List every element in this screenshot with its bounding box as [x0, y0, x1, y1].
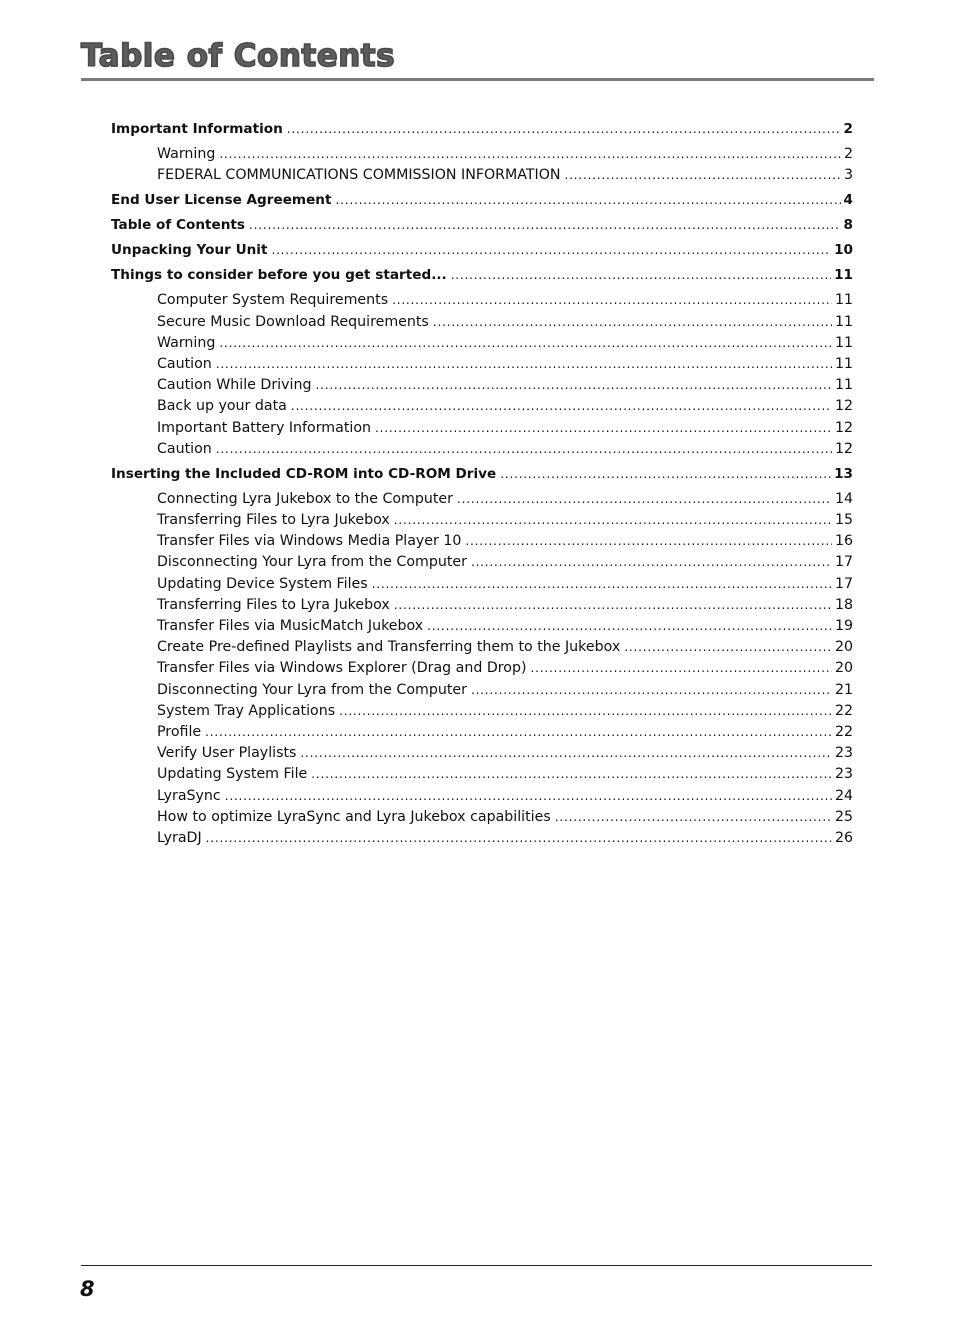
toc-dot-leader [216, 439, 832, 460]
toc-entry-title: Connecting Lyra Jukebox to the Computer [157, 490, 453, 507]
toc-entry-title: Caution While Driving [157, 377, 312, 394]
toc-entry-title: Transfer Files via MusicMatch Jukebox [157, 618, 424, 634]
toc-entry-title: Transferring Files to Lyra Jukebox [157, 596, 390, 613]
toc-dot-leader [394, 510, 832, 531]
toc-dot-leader [465, 531, 832, 552]
toc-dot-leader [500, 464, 831, 485]
toc-dot-leader [433, 312, 832, 333]
toc-entry-page-number: 12 [834, 419, 853, 436]
toc-entry[interactable] [111, 764, 853, 785]
toc-entry-title: Unpacking Your Unit [111, 242, 268, 259]
toc-dot-leader [394, 595, 832, 616]
toc-dot-leader [471, 680, 832, 701]
toc-entry-page-number: 20 [834, 660, 853, 677]
toc-entry[interactable] [111, 396, 853, 417]
toc-entry-page-number: 24 [834, 787, 853, 804]
page-title: Table of Contents [81, 38, 396, 74]
toc-entry-page-number: 23 [834, 745, 853, 762]
toc-entry-title: LyraSync [157, 787, 221, 804]
toc-entry[interactable] [111, 552, 853, 573]
toc-entry-page-number: 15 [834, 512, 853, 529]
toc-entry[interactable] [111, 354, 853, 375]
toc-entry-page-number: 11 [834, 355, 853, 372]
toc-dot-leader [291, 396, 832, 417]
toc-dot-leader [392, 290, 832, 311]
toc-dot-leader [249, 215, 841, 236]
toc-dot-leader [205, 722, 832, 743]
toc-entry-title: Disconnecting Your Lyra from the Computer [157, 681, 467, 698]
toc-dot-leader [451, 265, 831, 286]
toc-entry-title: Secure Music Download Requirements [157, 313, 429, 330]
toc-entry-title: Computer System Requirements [157, 292, 389, 309]
toc-entry[interactable] [111, 418, 853, 439]
toc-entry-page-number: 10 [834, 242, 853, 259]
toc-dot-leader [471, 552, 832, 573]
toc-entry-title: Transfer Files via Windows Media Player 10 [157, 533, 462, 550]
toc-entry-title: Important Battery Information [157, 419, 371, 436]
toc-entry-page-number: 21 [834, 681, 853, 698]
toc-entry-page-number: 8 [843, 217, 853, 234]
toc-entry-title: Create Pre-defined Playlists and Transferring them to the Jukebox [157, 639, 621, 656]
toc-entry-title: Caution [157, 355, 212, 372]
toc-entry-title: Verify User Playlists [157, 745, 297, 762]
toc-dot-leader [427, 616, 832, 637]
toc-entry-title: End User License Agreement [111, 192, 332, 209]
toc-entry-page-number: 22 [834, 702, 853, 719]
toc-dot-leader [206, 828, 832, 849]
toc-dot-leader [555, 807, 832, 828]
toc-entry-page-number: 2 [843, 121, 853, 137]
toc-dot-leader [315, 375, 831, 396]
toc-dot-leader [300, 743, 832, 764]
toc-entry-page-number: 11 [834, 377, 853, 394]
toc-entry-page-number: 26 [834, 829, 853, 846]
toc-entry-title: Things to consider before you get started... [111, 267, 447, 284]
toc-entry[interactable] [111, 460, 853, 489]
toc-entry[interactable] [111, 510, 853, 531]
toc-entry[interactable] [111, 658, 853, 679]
toc-dot-leader [336, 190, 841, 211]
toc-entry[interactable] [111, 616, 853, 637]
toc-entry-page-number: 4 [843, 192, 853, 209]
toc-entry-title: Important Information [111, 121, 283, 137]
toc-entry-page-number: 11 [834, 334, 853, 351]
toc-entry-title: Updating System File [157, 766, 308, 783]
toc-entry-title: Transfer Files via Windows Explorer (Drag and Drop) [157, 660, 527, 677]
toc-entry-title: Profile [157, 723, 202, 740]
toc-dot-leader [339, 701, 832, 722]
toc-entry-page-number: 11 [834, 292, 853, 309]
toc-entry-page-number: 20 [834, 639, 853, 656]
page-number: 8 [80, 1277, 95, 1301]
toc-entry-title: FEDERAL COMMUNICATIONS COMMISSION INFORMATION [157, 167, 561, 184]
toc-dot-leader [219, 144, 841, 165]
toc-entry-title: LyraDJ [157, 829, 202, 846]
toc-entry-page-number: 13 [834, 465, 853, 482]
toc-dot-leader [457, 489, 832, 510]
toc-entry-page-number: 19 [834, 618, 853, 634]
toc-entry[interactable] [111, 144, 853, 165]
toc-entry-title: Caution [157, 440, 212, 457]
toc-entry-page-number: 14 [834, 490, 853, 507]
toc-entry[interactable] [111, 186, 853, 215]
toc-entry[interactable] [111, 265, 853, 290]
toc-entry-page-number: 11 [834, 313, 853, 330]
toc-entry[interactable] [111, 595, 853, 616]
title-divider [81, 78, 874, 81]
toc-dot-leader [565, 165, 841, 186]
toc-entry[interactable] [111, 807, 853, 828]
toc-entry-page-number: 16 [834, 533, 853, 550]
toc-entry-page-number: 17 [834, 575, 853, 592]
toc-entry-page-number: 23 [834, 766, 853, 783]
toc-entry-title: Inserting the Included CD-ROM into CD-ROM Drive [111, 465, 497, 482]
toc-entry-page-number: 11 [834, 267, 853, 284]
toc-entry-title: How to optimize LyraSync and Lyra Jukebox capabilities [157, 808, 551, 825]
toc-entry[interactable] [111, 312, 853, 333]
toc-dot-leader [372, 574, 832, 595]
toc-entry-title: Disconnecting Your Lyra from the Computer [157, 554, 467, 571]
toc-entry-title: Warning [157, 146, 216, 162]
toc-entry[interactable] [111, 786, 853, 807]
toc-entry[interactable] [111, 165, 853, 186]
toc-dot-leader [219, 333, 832, 354]
toc-entry[interactable] [111, 637, 853, 658]
toc-dot-leader [624, 637, 832, 658]
toc-entry-page-number: 22 [834, 723, 853, 740]
toc-entry-page-number: 12 [834, 440, 853, 457]
toc-dot-leader [271, 240, 831, 261]
toc-entry[interactable] [111, 375, 853, 396]
toc-entry-title: Back up your data [157, 398, 287, 415]
toc-dot-leader [216, 354, 832, 375]
toc-entry-title: Transferring Files to Lyra Jukebox [157, 512, 390, 529]
footer-divider [81, 1265, 872, 1266]
toc-entry-page-number: 17 [834, 554, 853, 571]
toc-dot-leader [375, 418, 832, 439]
toc-entry[interactable] [111, 701, 853, 722]
toc-entry[interactable] [111, 290, 853, 311]
toc-entry[interactable] [111, 439, 853, 460]
toc-entry[interactable] [111, 531, 853, 552]
toc-entry[interactable] [111, 119, 853, 144]
toc-entry[interactable] [111, 574, 853, 595]
toc-entry[interactable] [111, 722, 853, 743]
toc-entry-page-number: 2 [843, 146, 853, 162]
toc-entry[interactable] [111, 333, 853, 354]
toc-entry-title: Table of Contents [111, 217, 245, 234]
toc-dot-leader [531, 658, 832, 679]
toc-dot-leader [311, 764, 832, 785]
toc-entry[interactable] [111, 240, 853, 265]
toc-entry-title: Warning [157, 334, 216, 351]
toc-entry-title: Updating Device System Files [157, 575, 368, 592]
toc-dot-leader [225, 786, 832, 807]
toc-entry[interactable] [111, 743, 853, 764]
toc-dot-leader [287, 119, 841, 140]
table-of-contents [111, 119, 853, 849]
toc-entry[interactable] [111, 489, 853, 510]
toc-entry[interactable] [111, 215, 853, 240]
toc-entry-page-number: 18 [834, 596, 853, 613]
toc-entry[interactable] [111, 828, 853, 849]
toc-entry-page-number: 25 [834, 808, 853, 825]
toc-entry[interactable] [111, 680, 853, 701]
toc-entry-title: System Tray Applications [157, 702, 336, 719]
toc-entry-page-number: 12 [834, 398, 853, 415]
toc-entry-page-number: 3 [843, 167, 853, 184]
